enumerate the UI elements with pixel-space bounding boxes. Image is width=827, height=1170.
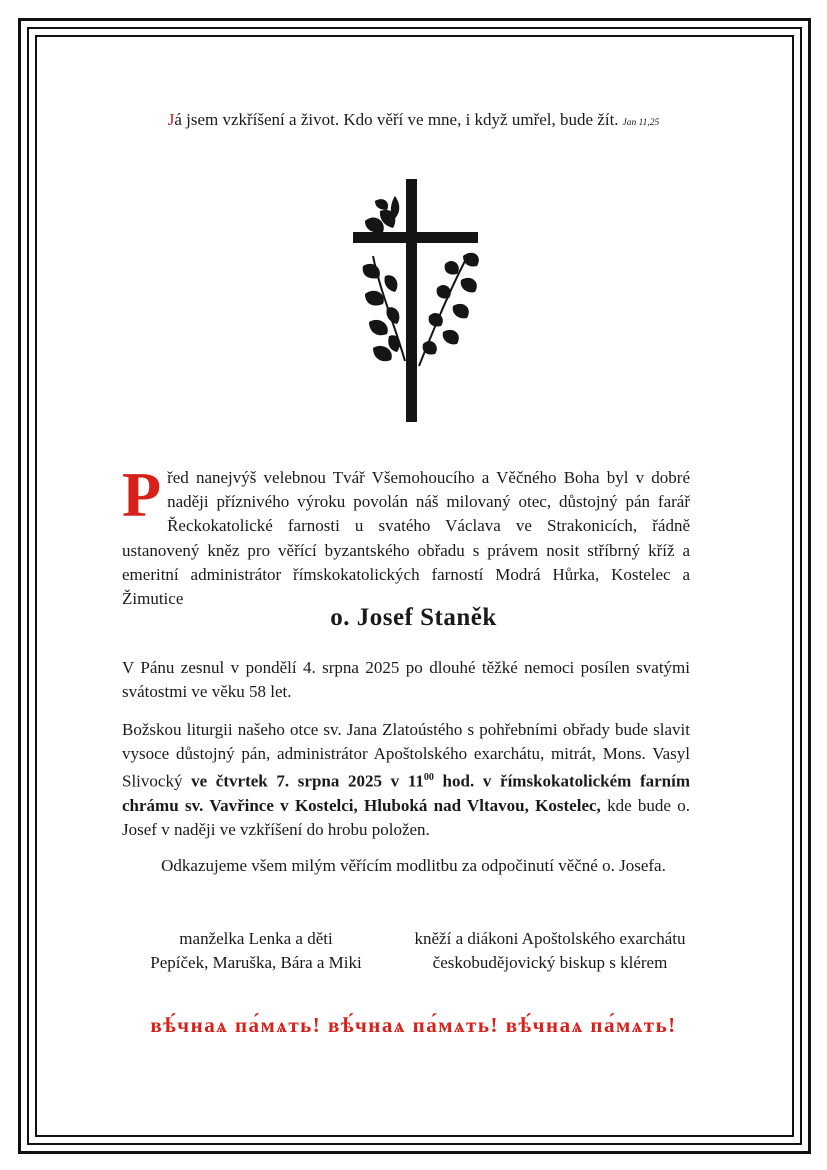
signature-family xyxy=(118,927,394,976)
liturgy-time-sup: 00 xyxy=(423,772,434,784)
liturgy-paragraph xyxy=(122,718,690,843)
signature-clergy xyxy=(378,927,722,976)
right-branch-icon xyxy=(419,253,479,366)
deceased-name: o. Josef Staněk xyxy=(330,604,497,631)
death-notice: V Pánu zesnul v pondělí 4. srpna 2025 po dlouhé těžké nemoci posílen svatými svátostmi ve věku 58 let. xyxy=(122,658,690,702)
eternal-memory-line: вѣ́чнаѧ па́мѧть! вѣ́чнаѧ па́мѧть! вѣ́чнаѧ па́мѧть! xyxy=(150,1013,677,1037)
cross-with-olive-branches-icon xyxy=(335,176,495,426)
closing-line: Odkazujeme všem milým věřícím modlitbu za odpočinutí věčné o. Josefa. xyxy=(161,856,666,875)
scripture-motto xyxy=(0,110,827,130)
intro-dropcap: P xyxy=(122,459,162,530)
liturgy-text-before: Božskou liturgii našeho otce sv. Jana Zlatoústého s pohřebními obřady bude slavit vysoce důstojný pán, administrátor Apoštolského exarchátu, mitrát, Mons. Vasyl Slivocký xyxy=(122,720,690,792)
signature-right-line1: kněží a diákoni Apoštolského exarchátu xyxy=(414,929,686,948)
motto-initial: J xyxy=(167,110,175,129)
signature-left-line2: Pepíček, Maruška, Bára a Miki xyxy=(150,953,362,973)
motto-text: á jsem vzkříšení a život. Kdo věří ve mne, i když umřel, bude žít. xyxy=(174,110,619,129)
liturgy-text-after: kde bude o. Josef v naději ve vzkříšení do hrobu položen. xyxy=(122,796,690,840)
intro-paragraph xyxy=(122,459,690,611)
motto-reference: Jan 11,25 xyxy=(622,118,660,128)
liturgy-place: hod. v římskokatolickém farním chrámu sv. Vavřince v Kostelci, Hluboká nad Vltavou, Kostelec, xyxy=(122,772,690,816)
signature-left-line1: manželka Lenka a děti xyxy=(179,929,333,948)
signature-right-line2: českobudějovický biskup s klérem xyxy=(432,953,668,973)
intro-text: řed nanejvýš velebnou Tvář Všemohoucího a Věčného Boha byl v dobré naději příznivého výroku povolán náš milovaný otec, důstojný pán farář Řeckokatolické farnosti u svatého Václava ve Strakonicích, řádně ustanovený kněz pro věřící byzantského obřadu s právem nosit stříbrný kříž a emeritní administrátor římskokatolických farností Modrá Hůrka, Kostelec a Žimutice xyxy=(122,468,690,609)
left-branch-icon xyxy=(363,196,405,361)
liturgy-date: ve čtvrtek 7. srpna 2025 v 11 xyxy=(191,772,424,792)
